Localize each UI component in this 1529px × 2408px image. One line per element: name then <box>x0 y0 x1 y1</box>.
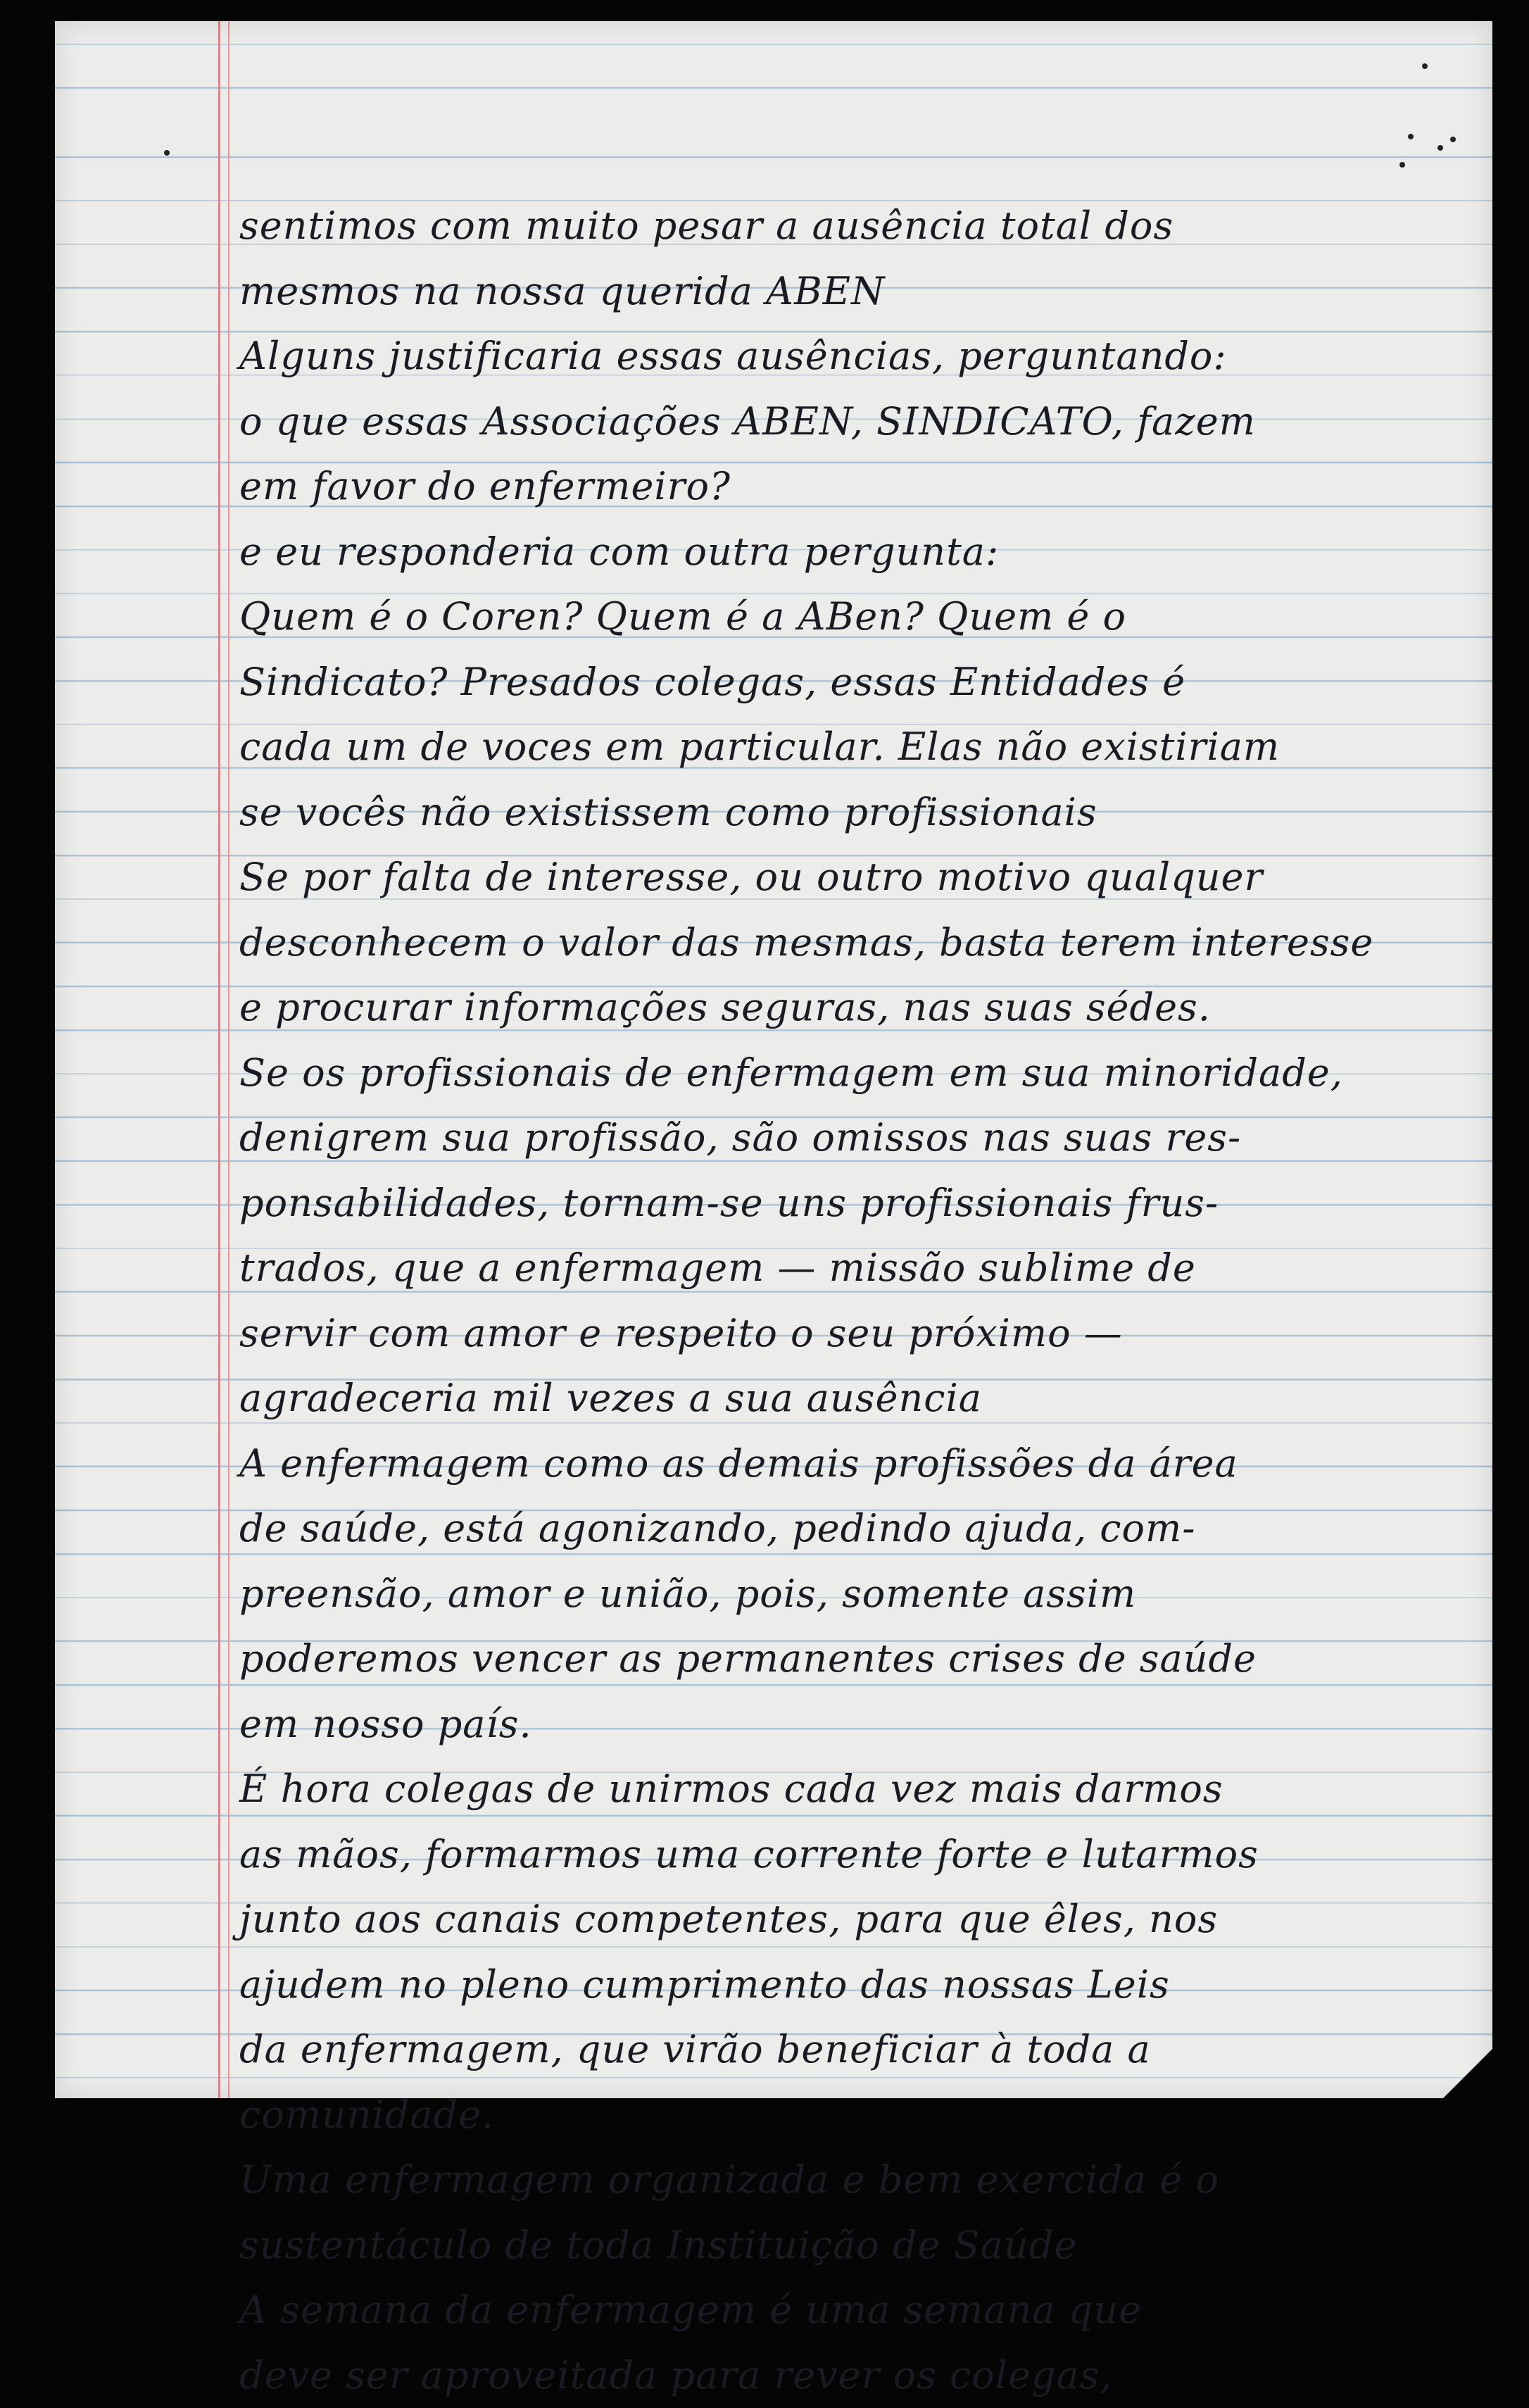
text-line: de saúde, está agonizando, pedindo ajuda, com- <box>239 1496 1492 1562</box>
text-line: trados, que a enfermagem — missão sublime de <box>239 1236 1492 1301</box>
text-line: Quem é o Coren? Quem é a ABen? Quem é o <box>239 584 1492 650</box>
text-line: mesmos na nossa querida ABEN <box>239 259 1492 325</box>
text-line: A enfermagem como as demais profissões da área <box>239 1431 1492 1497</box>
text-line: preensão, amor e união, pois, somente assim <box>239 1562 1492 1627</box>
text-line: É hora colegas de unirmos cada vez mais darmos <box>239 1757 1492 1822</box>
text-line: comunidade. <box>239 2083 1492 2148</box>
ink-speck <box>164 150 170 156</box>
text-line: Uma enfermagem organizada e bem exercida é o <box>239 2147 1492 2213</box>
text-line: as mãos, formarmos uma corrente forte e lutarmos <box>239 1822 1492 1888</box>
text-line: sustentáculo de toda Instituição de Saúde <box>239 2213 1492 2278</box>
text-line: em nosso país. <box>239 1692 1492 1757</box>
text-line: da enfermagem, que virão beneficiar à toda a <box>239 2017 1492 2083</box>
text-line: e eu responderia com outra pergunta: <box>239 520 1492 585</box>
text-line: sentimos com muito pesar a ausência total dos <box>239 194 1492 259</box>
text-line: se vocês não existissem como profissionais <box>239 780 1492 846</box>
text-line: poderemos vencer as permanentes crises de saúde <box>239 1626 1492 1692</box>
text-line: em favor do enfermeiro? <box>239 454 1492 520</box>
text-line: cada um de voces em particular. Elas não existiriam <box>239 715 1492 780</box>
text-line: servir com amor e respeito o seu próximo — <box>239 1301 1492 1367</box>
folded-corner <box>1443 2049 1492 2098</box>
text-line: junto aos canais competentes, para que êles, nos <box>239 1887 1492 1952</box>
text-line: o que essas Associações ABEN, SINDICATO, fazem <box>239 389 1492 455</box>
text-line: ponsabilidades, tornam-se uns profissionais frus- <box>239 1171 1492 1236</box>
notebook-page <box>55 21 1492 2098</box>
text-line: e procurar informações seguras, nas suas sédes. <box>239 975 1492 1041</box>
text-line: agradeceria mil vezes a sua ausência <box>239 1366 1492 1431</box>
text-line: denigrem sua profissão, são omissos nas suas res- <box>239 1105 1492 1171</box>
text-line: desconhecem o valor das mesmas, basta terem interesse <box>239 910 1492 976</box>
text-line: ajudem no pleno cumprimento das nossas Leis <box>239 1952 1492 2018</box>
text-line: deve ser aproveitada para rever os colegas, <box>239 2343 1492 2408</box>
handwritten-text <box>239 194 1492 2408</box>
text-line: Sindicato? Presados colegas, essas Entidades é <box>239 650 1492 715</box>
text-line: Se os profissionais de enfermagem em sua minoridade, <box>239 1041 1492 1106</box>
text-line: A semana da enfermagem é uma semana que <box>239 2278 1492 2343</box>
ink-specks <box>1380 63 1464 176</box>
text-line: Alguns justificaria essas ausências, perguntando: <box>239 324 1492 389</box>
text-line: Se por falta de interesse, ou outro motivo qualquer <box>239 845 1492 910</box>
